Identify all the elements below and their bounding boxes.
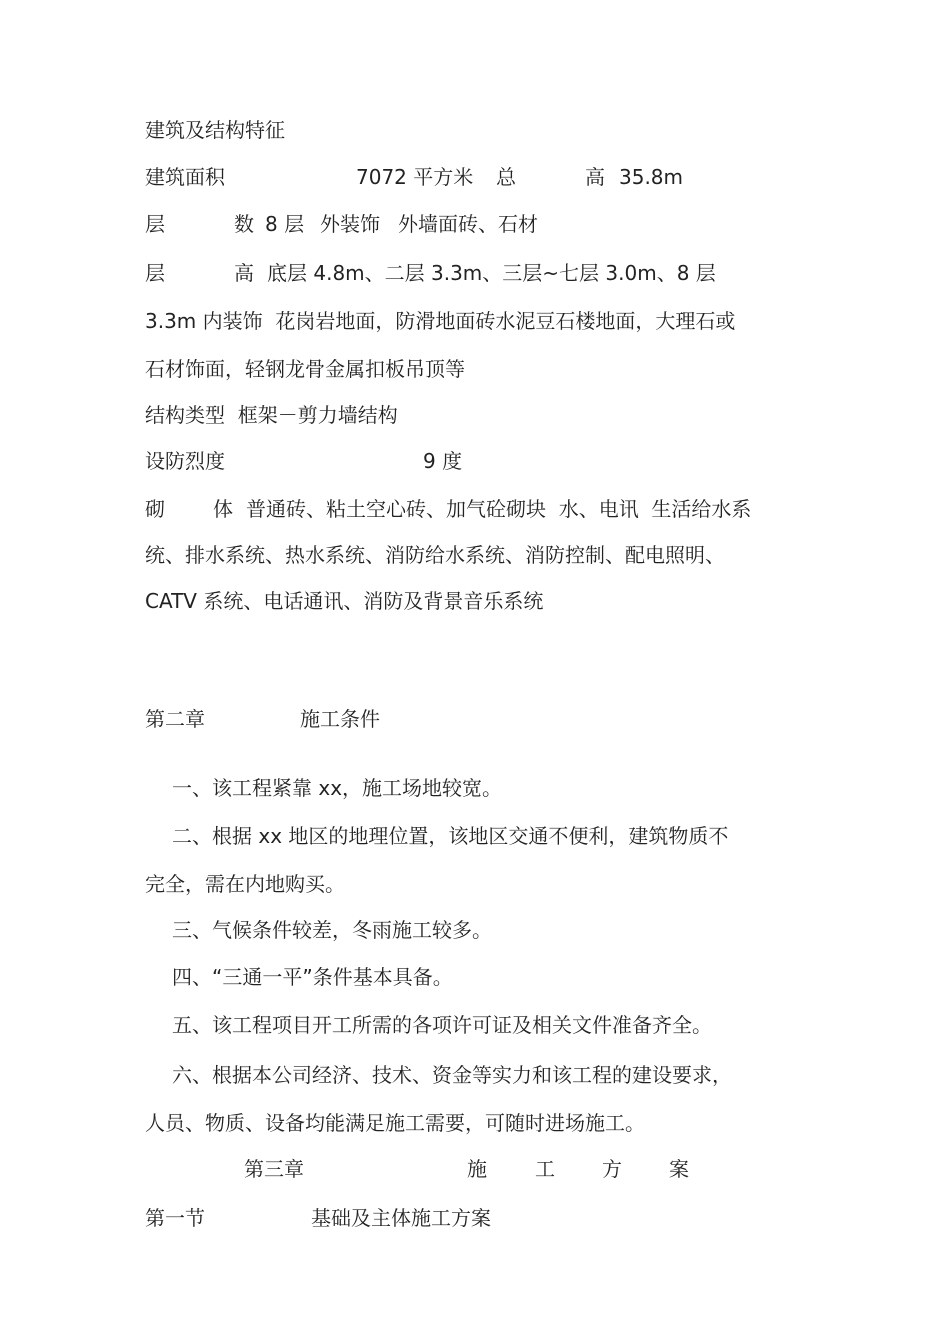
condition-item-3: 三、气候条件较差，冬雨施工较多。: [172, 918, 492, 942]
chapter3-title-char-4: 案: [669, 1157, 689, 1181]
height-value-line2: 3.3m 内装饰 花岗岩地面，防滑地面砖水泥豆石楼地面，大理石或: [145, 309, 736, 333]
floors-label-2: 数: [234, 212, 254, 236]
condition-item-2: 二、根据 xx 地区的地理位置，该地区交通不便利，建筑物质不: [172, 824, 729, 848]
condition-item-6: 六、根据本公司经济、技术、资金等实力和该工程的建设要求，: [172, 1063, 732, 1087]
masonry-label-1: 砌: [145, 497, 165, 521]
condition-item-5: 五、该工程项目开工所需的各项许可证及相关文件准备齐全。: [172, 1013, 712, 1037]
height-label-2: 高: [234, 261, 254, 285]
total-height-label-1: 总: [496, 165, 516, 189]
floors-label-1: 层: [145, 212, 165, 236]
condition-item-4: 四、“三通一平”条件基本具备。: [172, 965, 453, 989]
chapter3-title-char-2: 工: [535, 1157, 555, 1181]
chapter2-number: 第二章: [145, 707, 205, 731]
section-heading: 建筑及结构特征: [145, 118, 285, 142]
section-first-title: 基础及主体施工方案: [311, 1206, 491, 1230]
masonry-label-2: 体: [213, 497, 233, 521]
chapter2-title: 施工条件: [300, 707, 380, 731]
total-height-label-2: 高: [585, 165, 605, 189]
masonry-line1: 普通砖、粘土空心砖、加气砼砌块 水、电讯 生活给水系: [246, 497, 752, 521]
height-value-line1: 底层 4.8m、二层 3.3m、三层~七层 3.0m、8 层: [267, 261, 716, 285]
area-value: 7072 平方米: [356, 165, 474, 189]
total-height-value: 35.8m: [619, 165, 684, 189]
seismic-value: 9 度: [423, 449, 463, 473]
area-label: 建筑面积: [145, 165, 225, 189]
exterior-label: 外装饰: [320, 212, 380, 236]
floors-value: 8 层: [265, 212, 305, 236]
chapter3-title-char-1: 施: [467, 1157, 487, 1181]
height-label-1: 层: [145, 261, 165, 285]
height-value-line3: 石材饰面，轻钢龙骨金属扣板吊顶等: [145, 357, 465, 381]
masonry-line2: 统、排水系统、热水系统、消防给水系统、消防控制、配电照明、: [145, 543, 725, 567]
section-first-number: 第一节: [145, 1206, 205, 1230]
condition-item-1: 一、该工程紧靠 xx，施工场地较宽。: [172, 776, 503, 800]
masonry-line3: CATV 系统、电话通讯、消防及背景音乐系统: [145, 589, 544, 613]
seismic-label: 设防烈度: [145, 449, 225, 473]
condition-item-6-cont: 人员、物质、设备均能满足施工需要，可随时进场施工。: [145, 1111, 645, 1135]
exterior-value: 外墙面砖、石材: [398, 212, 538, 236]
chapter3-title-char-3: 方: [602, 1157, 622, 1181]
chapter3-number: 第三章: [244, 1157, 304, 1181]
condition-item-2-cont: 完全，需在内地购买。: [145, 872, 345, 896]
structure-type-line: 结构类型 框架－剪力墙结构: [145, 403, 398, 427]
